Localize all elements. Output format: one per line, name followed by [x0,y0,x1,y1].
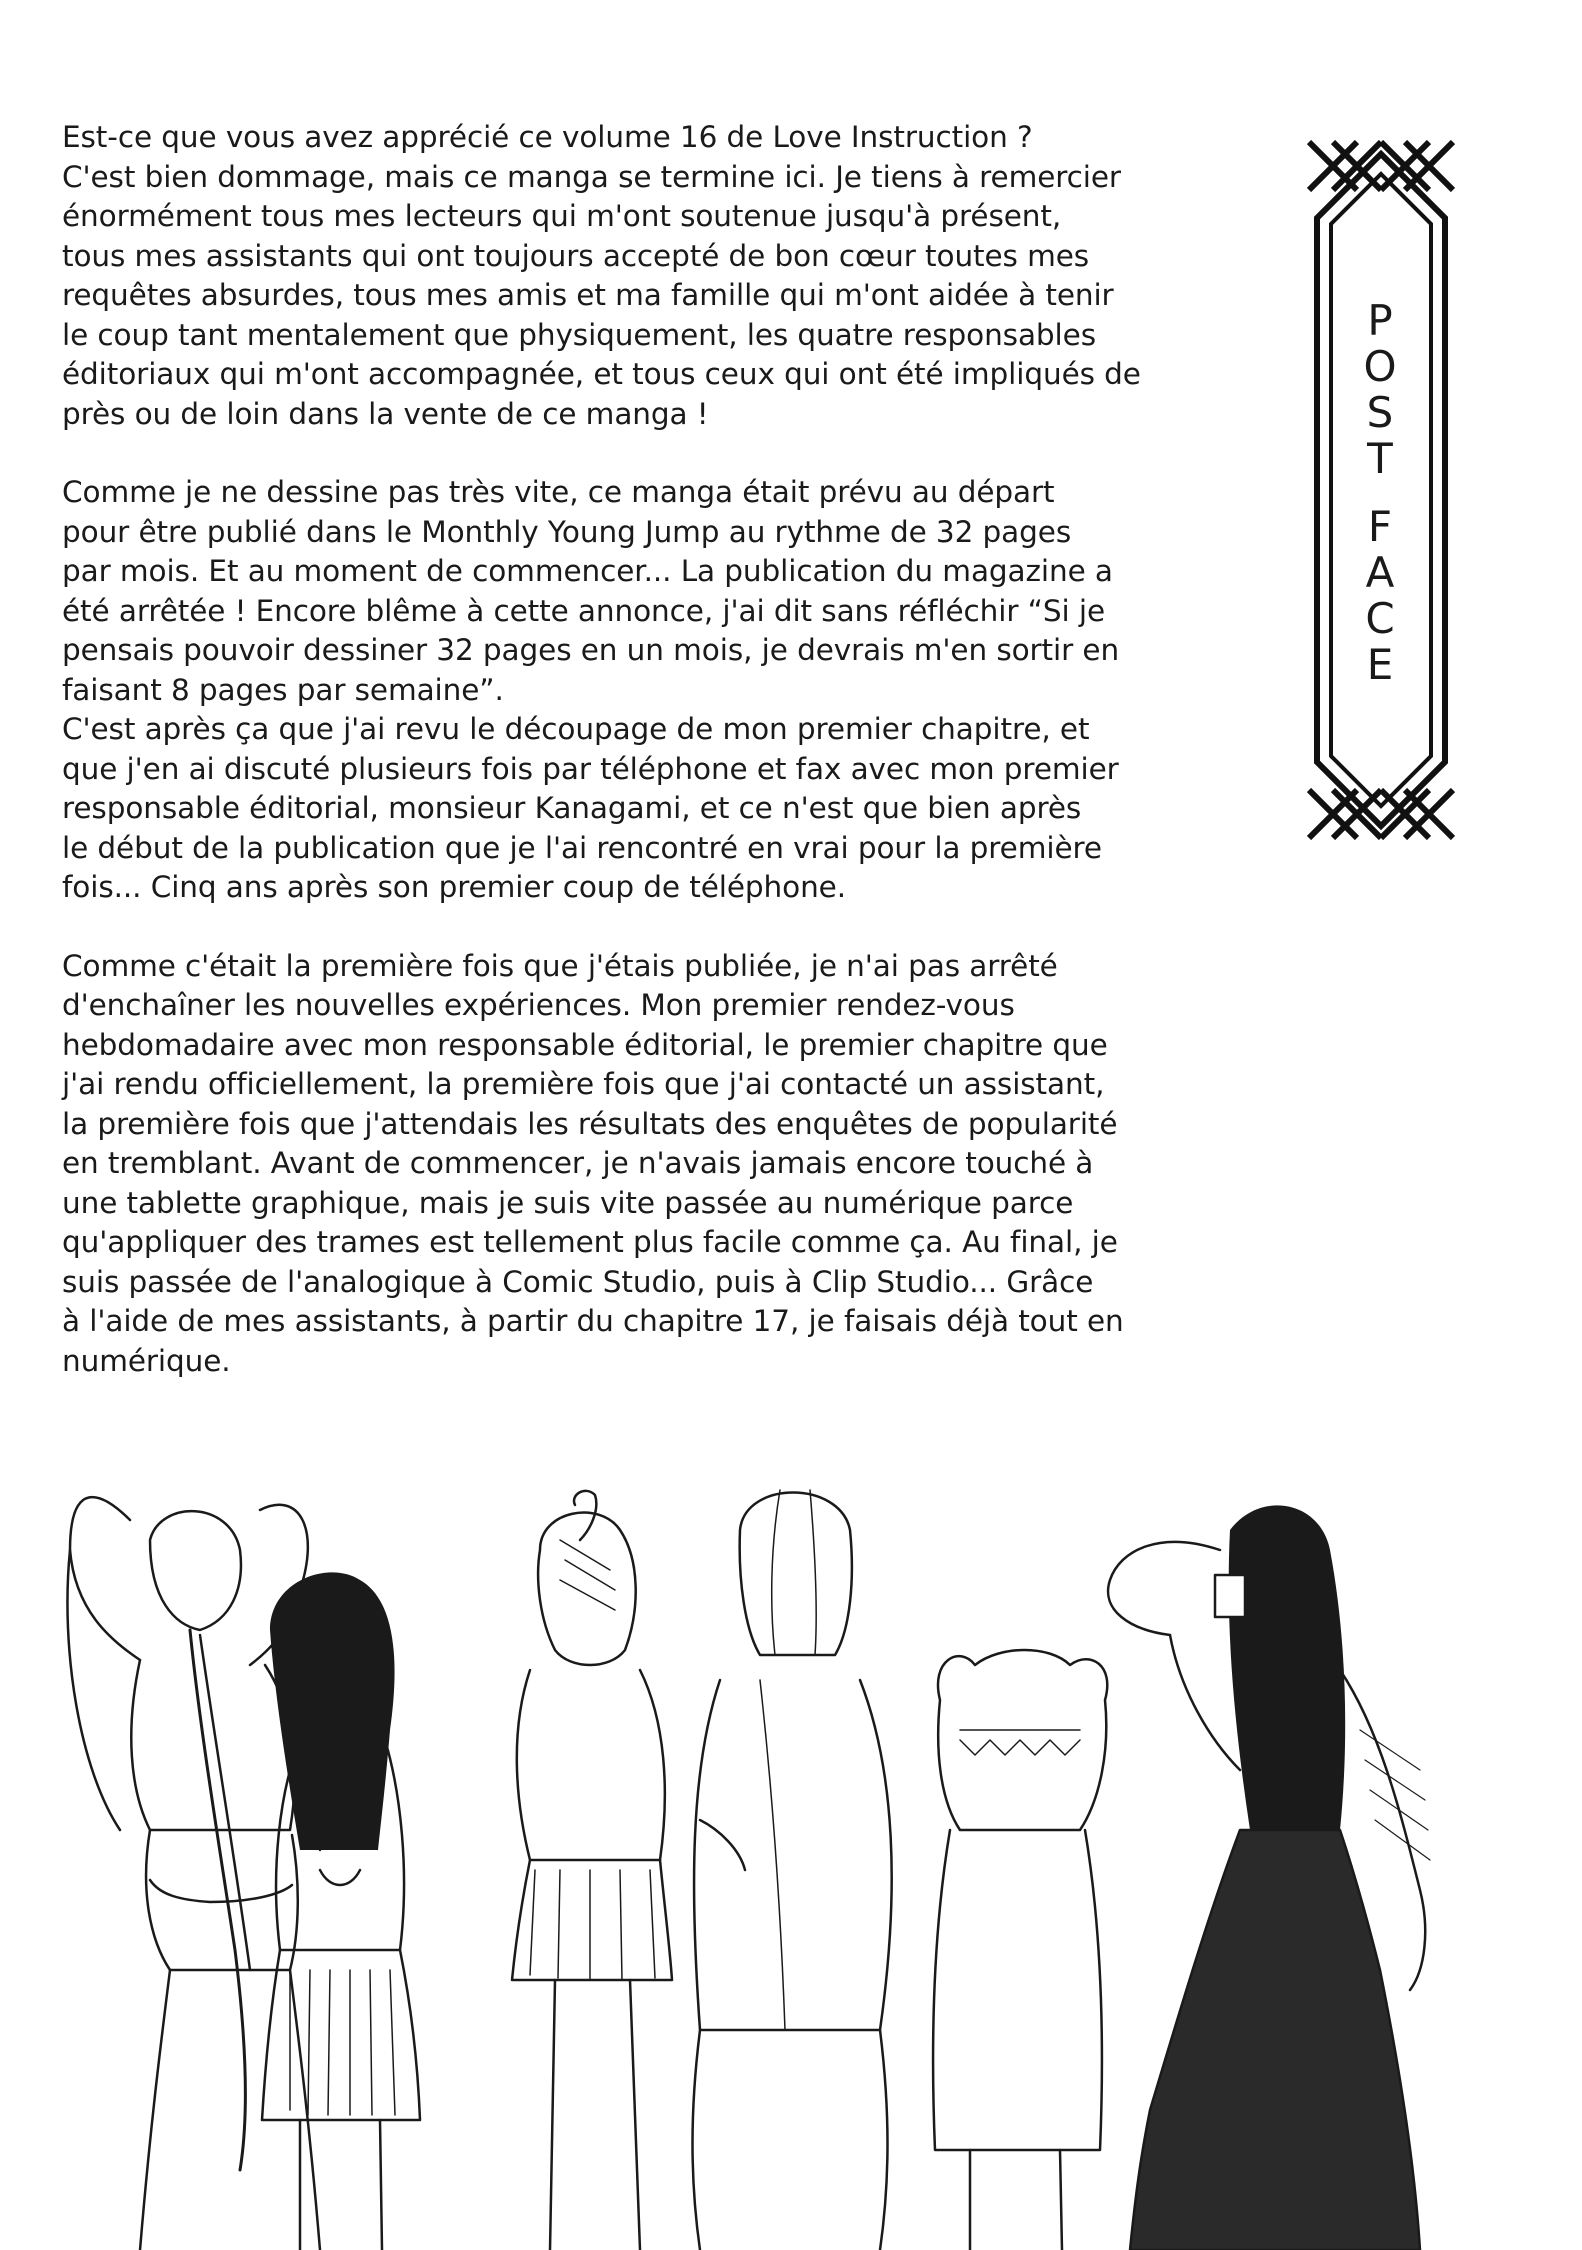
title-word-face [1340,504,1420,688]
postface-title [1340,298,1420,710]
text-line: j'ai rendu officiellement, la première fois que j'ai contacté un assistant, [62,1067,1105,1101]
text-line: près ou de loin dans la vente de ce manga ! [62,396,709,431]
text-line: Est-ce que vous avez apprécié ce volume 16 de Love Instruction ? [62,120,1033,154]
title-letter: P [1367,296,1393,345]
text-line: été arrêtée ! Encore blême à cette annonce, j'ai dit sans réfléchir “Si je [62,593,1105,628]
text-line: éditoriaux qui m'ont accompagnée, et tous ceux qui ont été impliqués de [62,357,1141,391]
title-letter: T [1367,434,1393,483]
text-line: Comme je ne dessine pas très vite, ce manga était prévu au départ [62,475,1055,509]
figure-2 [262,1572,420,2250]
text-line: requêtes absurdes, tous mes amis et ma famille qui m'ont aidée à tenir [62,278,1114,312]
text-line: d'enchaîner les nouvelles expériences. Mon premier rendez-vous [62,988,1015,1022]
text-line: numérique. [62,1343,231,1378]
title-letter: S [1366,388,1394,437]
figure-6 [1108,1505,1430,2250]
title-letter: O [1363,342,1397,391]
title-word-post [1340,298,1420,482]
title-letter: E [1366,640,1394,689]
figure-5 [933,1650,1107,2250]
text-line: faisant 8 pages par semaine”. [62,672,504,707]
text-line: une tablette graphique, mais je suis vite passée au numérique parce [62,1185,1074,1220]
text-line: tous mes assistants qui ont toujours accepté de bon cœur toutes mes [62,238,1090,273]
text-line: pensais pouvoir dessiner 32 pages en un mois, je devrais m'en sortir en [62,633,1120,667]
paragraph-1 [62,118,1141,434]
paragraph-3 [62,947,1132,1382]
text-line: qu'appliquer des trames est tellement plus facile comme ça. Au final, je [62,1225,1118,1259]
text-line: responsable éditorial, monsieur Kanagami, et ce n'est que bien après [62,791,1082,825]
postface-body-text [62,118,1141,1420]
text-line: par mois. Et au moment de commencer... La publication du magazine a [62,554,1113,588]
text-line: fois... Cinq ans après son premier coup de téléphone. [62,870,847,904]
text-line: Comme c'était la première fois que j'étais publiée, je n'ai pas arrêté [62,948,1058,983]
text-line: à l'aide de mes assistants, à partir du chapitre 17, je faisais déjà tout en [62,1304,1124,1338]
text-line: le début de la publication que je l'ai rencontré en vrai pour la première [62,830,1102,865]
title-letter: F [1367,502,1393,551]
text-line: C'est bien dommage, mais ce manga se termine ici. Je tiens à remercier [62,159,1121,194]
text-line: en tremblant. Avant de commencer, je n'avais jamais encore touché à [62,1146,1094,1180]
characters-illustration [0,1470,1582,2250]
text-line: le coup tant mentalement que physiquement, les quatre responsables [62,317,1096,352]
title-letter: C [1365,594,1395,643]
six-girls-back-view-drawing [0,1470,1582,2250]
text-line: C'est après ça que j'ai revu le découpage de mon premier chapitre, et [62,712,1090,746]
text-line: suis passée de l'analogique à Comic Studio, puis à Clip Studio... Grâce [62,1264,1094,1299]
text-line: énormément tous mes lecteurs qui m'ont soutenue jusqu'à présent, [62,199,1062,233]
paragraph-2 [62,473,1132,908]
figure-4 [693,1490,892,2250]
text-line: que j'en ai discuté plusieurs fois par téléphone et fax avec mon premier [62,751,1119,786]
title-letter: A [1365,548,1395,597]
text-line: pour être publié dans le Monthly Young Jump au rythme de 32 pages [62,514,1072,549]
text-line: hebdomadaire avec mon responsable éditorial, le premier chapitre que [62,1027,1108,1062]
figure-3 [512,1491,672,2250]
text-line: la première fois que j'attendais les résultats des enquêtes de popularité [62,1106,1118,1141]
